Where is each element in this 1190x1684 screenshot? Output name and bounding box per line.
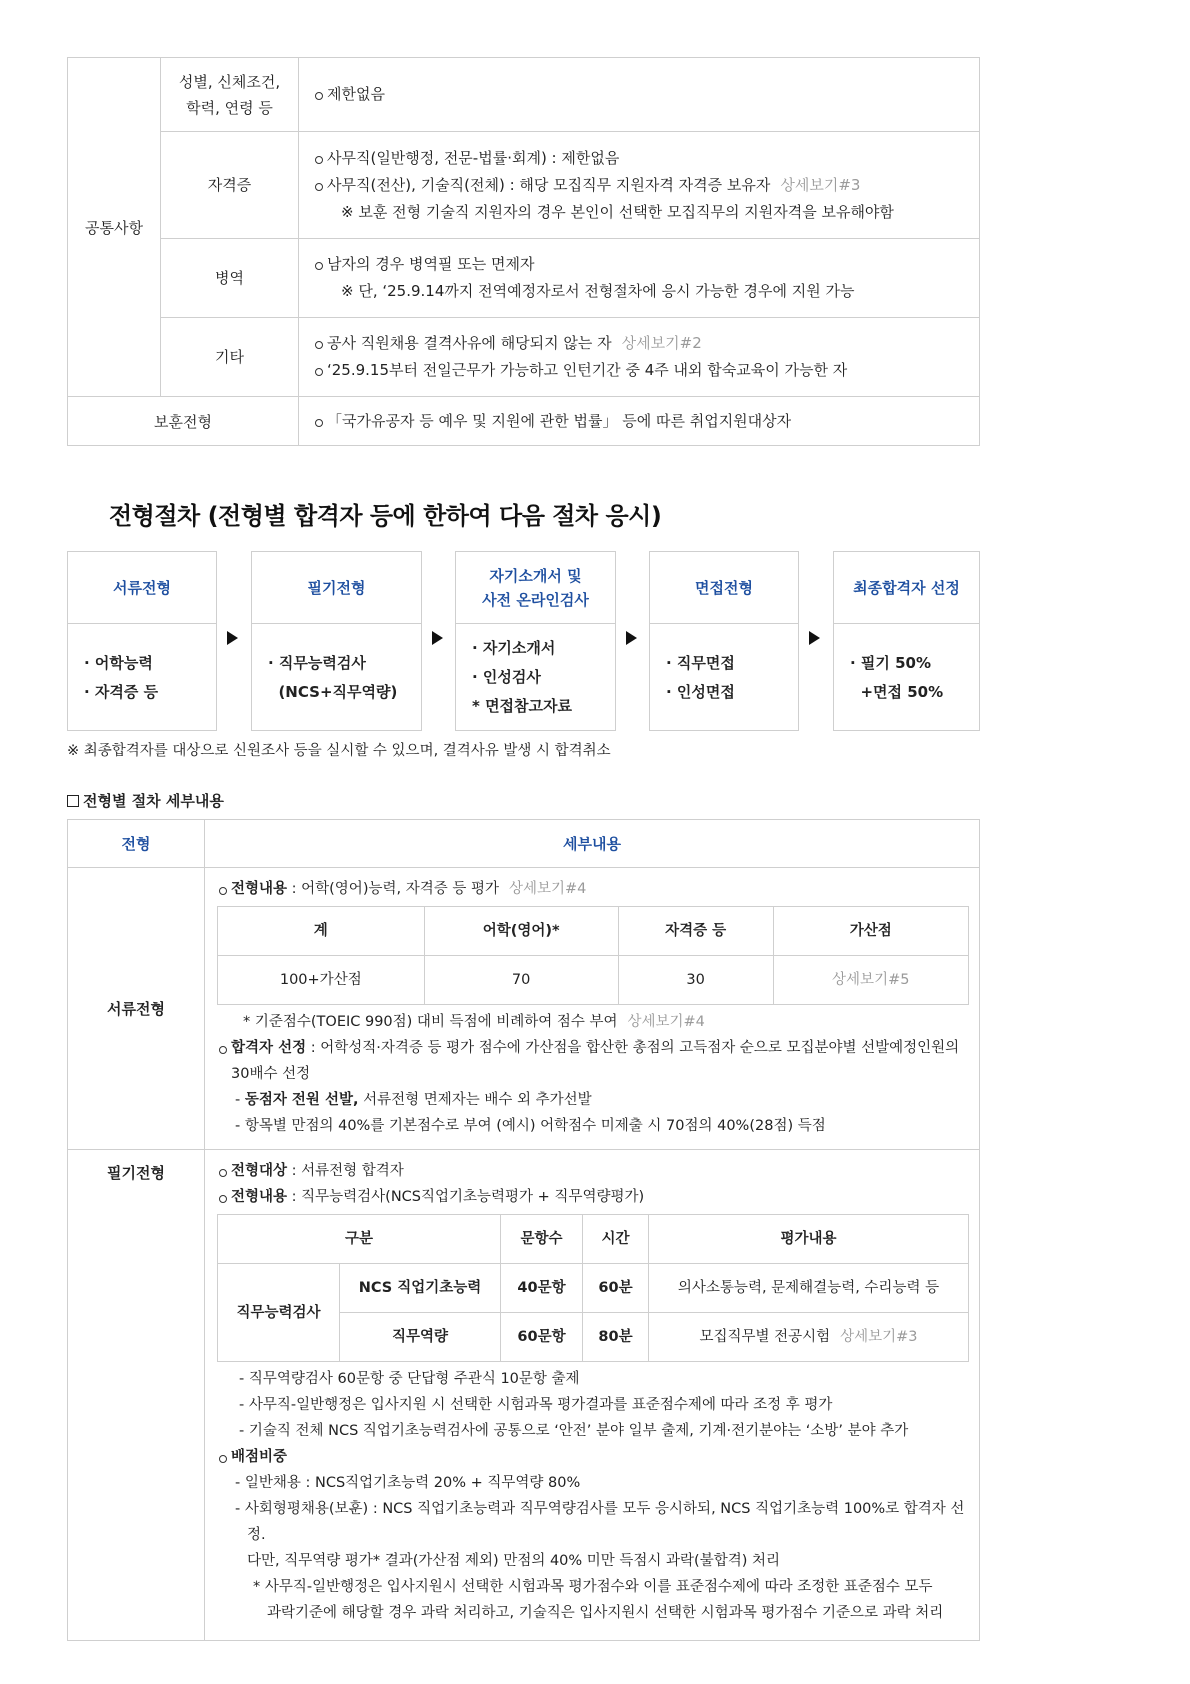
- row-content-license: [299, 132, 980, 239]
- step-interview: [649, 551, 799, 731]
- step-item: · 인성면접: [666, 682, 735, 701]
- step-interview-head: 면접전형: [650, 552, 798, 624]
- step-item: · 필기 50%: [850, 653, 932, 672]
- etc-detail-link[interactable]: 상세보기#2: [621, 334, 702, 352]
- doc-tie-text: 서류전형 면제자는 배수 외 추가선발: [358, 1092, 592, 1108]
- written-note-text: 기술직 전체 NCS 직업기초능력검사에 공통으로 ‘안전’ 분야 일부 출제, 기계·전기분야는 ‘소방’ 분야 추가: [248, 1423, 909, 1439]
- page: [67, 57, 980, 1641]
- row-label-license: 자격증: [161, 132, 299, 239]
- written-th: 시간: [583, 1215, 649, 1264]
- written-weight-star2: 과락기준에 해당할 경우 과락 처리하고, 기술직은 입사지원시 선택한 시험과목 평가점수 기준으로 과락 처리: [267, 1605, 944, 1621]
- written-weight-label: 배점비중: [217, 1444, 969, 1470]
- written-exam-table: [217, 1214, 969, 1362]
- step-item: · 직무능력검사: [268, 653, 366, 672]
- qualification-table: [67, 57, 980, 446]
- written-target-line: [217, 1158, 969, 1184]
- etc-line-2: ‘25.9.15부터 전일근무가 가능하고 인턴기간 중 4주 내외 합숙교육이 가능한 자: [313, 357, 965, 384]
- written-target-label: 전형대상: [231, 1163, 288, 1179]
- written-row-time: 80분: [583, 1313, 649, 1362]
- written-weight-line: - 일반채용 : NCS직업기초능력 20% + 직무역량 80%: [235, 1475, 581, 1491]
- written-row-count: 60문항: [501, 1313, 583, 1362]
- step-item: · 자기소개서: [472, 639, 556, 657]
- arrow-right-icon: [432, 631, 443, 645]
- veteran-content: [299, 397, 980, 446]
- doc-th: 어학(영어)*: [424, 907, 618, 956]
- doc-select-line: [217, 1035, 969, 1061]
- veteran-line: 「국가유공자 등 예우 및 지원에 관한 법률」 등에 따른 취업지원대상자: [313, 408, 965, 435]
- step-item: * 면접참고자료: [472, 697, 573, 715]
- arrow-right-icon: [809, 631, 820, 645]
- step-item: · 인성검사: [472, 668, 541, 686]
- step-document: [67, 551, 217, 731]
- doc-td: 30: [618, 956, 773, 1005]
- written-weight-star: * 사무직-일반행정은 입사지원시 선택한 시험과목 평가점수와 이를 표준점수제에 따라 조정한 표준점수 모두: [253, 1579, 933, 1595]
- row-label-general-1: 성별, 신체조건,: [178, 72, 281, 91]
- square-icon: [67, 795, 79, 807]
- step-written-body: [252, 624, 421, 731]
- written-note: - 사무직-일반행정은 입사지원 시 선택한 시험과목 평가결과를 표준점수제에 따라 조정 후 평가: [239, 1397, 833, 1413]
- doc-content-text: : 어학(영어)능력, 자격증 등 평가: [287, 881, 499, 897]
- written-content-label: 전형내용: [231, 1189, 288, 1205]
- written-th: 문항수: [501, 1215, 583, 1264]
- category-cell: 공통사항: [68, 58, 161, 397]
- arrow-right-icon: [626, 631, 637, 645]
- doc-td: 100+가산점: [218, 956, 425, 1005]
- written-row-name: 직무역량: [340, 1313, 501, 1362]
- step-essay-head-text: 자기소개서 및 사전 온라인검사: [482, 566, 589, 609]
- written-content-text: : 직무능력검사(NCS직업기초능력평가 + 직무역량평가): [287, 1189, 645, 1205]
- process-flow: [67, 551, 980, 731]
- written-target-text: : 서류전형 합격자: [287, 1163, 404, 1179]
- step-final: [833, 551, 980, 731]
- step-interview-body: [650, 624, 798, 731]
- doc-detail-link[interactable]: 상세보기#4: [508, 881, 587, 897]
- written-th: 평가내용: [649, 1215, 969, 1264]
- written-content-line: [217, 1184, 969, 1210]
- row-content-etc: [299, 318, 980, 397]
- written-weight-line: - 사회형평채용(보훈) : NCS 직업기초능력과 직무역량검사를 모두 응시하되, NCS 직업기초능력 100%로 합격자 선정.: [235, 1501, 965, 1543]
- written-row-name: NCS 직업기초능력: [340, 1264, 501, 1313]
- step-essay-body: [456, 624, 615, 731]
- written-row-desc: [649, 1313, 969, 1362]
- doc-th: 계: [218, 907, 425, 956]
- detail-table: [67, 819, 980, 1641]
- doc-tie-label: 동점자 전원 선발,: [244, 1092, 359, 1108]
- row-label-military: 병역: [161, 239, 299, 318]
- step-document-head: 서류전형: [68, 552, 216, 624]
- stage-document-body: [205, 868, 980, 1150]
- step-item: +면접 50%: [850, 682, 944, 701]
- step-written-head: 필기전형: [252, 552, 421, 624]
- doc-select-label: 합격자 선정: [231, 1040, 307, 1056]
- written-weight-text: 사회형평채용(보훈) : NCS 직업기초능력과 직무역량검사를 모두 응시하되, NCS 직업기초능력 100%로 합격자 선정.: [244, 1501, 965, 1543]
- row-content-general: [299, 58, 980, 132]
- etc-line-1-text: 공사 직원채용 결격사유에 해당되지 않는 자: [327, 334, 612, 352]
- license-detail-link[interactable]: 상세보기#3: [780, 175, 861, 194]
- written-weight-cont: 다만, 직무역량 평가* 결과(가산점 제외) 만점의 40% 미만 득점시 과락(불합격) 처리: [247, 1553, 781, 1569]
- doc-base-text: 항목별 만점의 40%를 기본점수로 부여 (예시) 어학점수 미제출 시 70점의 40%(28점) 득점: [244, 1118, 826, 1134]
- row-content-military: [299, 239, 980, 318]
- military-line: 남자의 경우 병역필 또는 면제자: [313, 251, 965, 278]
- stage-written-body: [205, 1150, 980, 1641]
- step-written: [251, 551, 422, 731]
- veteran-label: 보훈전형: [68, 397, 299, 446]
- stage-document: 서류전형: [68, 868, 205, 1150]
- general-line: 제한없음: [313, 81, 965, 108]
- doc-footnote-text: * 기준점수(TOEIC 990점) 대비 득점에 비례하여 점수 부여: [243, 1014, 618, 1030]
- step-item: (NCS+직무역량): [268, 682, 398, 701]
- doc-td: 70: [424, 956, 618, 1005]
- step-essay-head: [456, 552, 615, 624]
- written-group: 직무능력검사: [218, 1264, 340, 1362]
- process-title: 전형절차 (전형별 합격자 등에 한하여 다음 절차 응시): [109, 502, 662, 530]
- written-weight-text: 일반채용 : NCS직업기초능력 20% + 직무역량 80%: [244, 1475, 581, 1491]
- row-label-general: [161, 58, 299, 132]
- written-row-desc: 의사소통능력, 문제해결능력, 수리능력 등: [649, 1264, 969, 1313]
- license-line-1: 사무직(일반행정, 전문-법률·회계) : 제한없음: [313, 145, 965, 172]
- process-note: ※ 최종합격자를 대상으로 신원조사 등을 실시할 수 있으며, 결격사유 발생 시 합격취소: [67, 743, 611, 759]
- doc-select-text: : 어학성적·자격증 등 평가 점수에 가산점을 합산한 총점의 고득점자 순으로 모집분야별 선발예정인원의: [306, 1040, 960, 1056]
- doc-th: 가산점: [773, 907, 969, 956]
- military-note: ※ 단, ‘25.9.14까지 전역예정자로서 전형절차에 응시 가능한 경우에 지원 가능: [341, 282, 855, 300]
- doc-score-table: [217, 906, 969, 1005]
- step-item: · 직무면접: [666, 653, 735, 672]
- written-note-text: 사무직-일반행정은 입사지원 시 선택한 시험과목 평가결과를 표준점수제에 따라 조정 후 평가: [248, 1397, 833, 1413]
- doc-footnote: [217, 1009, 969, 1035]
- step-document-body: [68, 624, 216, 731]
- doc-th: 자격증 등: [618, 907, 773, 956]
- step-final-body: [834, 624, 979, 731]
- col-stage: 전형: [68, 820, 205, 868]
- license-line-2-text: 사무직(전산), 기술직(전체) : 해당 모집직무 지원자격 자격증 보유자: [327, 175, 771, 194]
- row-label-etc: 기타: [161, 318, 299, 397]
- row-label-general-2: 학력, 연령 등: [186, 98, 273, 117]
- written-th: 구분: [218, 1215, 501, 1264]
- step-essay: [455, 551, 616, 731]
- license-note: ※ 보훈 전형 기술직 지원자의 경우 본인이 선택한 모집직무의 지원자격을 보유해야함: [341, 202, 894, 221]
- arrow-right-icon: [227, 631, 238, 645]
- bonus-detail-link[interactable]: 상세보기#5: [773, 956, 969, 1005]
- etc-line-1: [313, 330, 965, 357]
- doc-tie-line: - 동점자 전원 선발, 서류전형 면제자는 배수 외 추가선발: [235, 1092, 592, 1108]
- doc-base-line: - 항목별 만점의 40%를 기본점수로 부여 (예시) 어학점수 미제출 시 70점의 40%(28점) 득점: [235, 1118, 826, 1134]
- step-item: · 어학능력: [84, 653, 153, 672]
- written-row-count: 40문항: [501, 1264, 583, 1313]
- license-line-2: [313, 172, 965, 199]
- detail-subtitle-text: 전형별 절차 세부내용: [83, 792, 224, 810]
- step-final-head: 최종합격자 선정: [834, 552, 979, 624]
- doc-select-cont: 30배수 선정: [231, 1066, 311, 1082]
- written-note-text: 직무역량검사 60문항 중 단답형 주관식 10문항 출제: [248, 1371, 580, 1387]
- doc-content-line: [217, 876, 969, 902]
- written-note: - 직무역량검사 60문항 중 단답형 주관식 10문항 출제: [239, 1371, 580, 1387]
- written-detail-link[interactable]: 상세보기#3: [840, 1329, 918, 1345]
- doc-content-label: 전형내용: [231, 881, 288, 897]
- doc-footnote-link[interactable]: 상세보기#4: [627, 1014, 705, 1030]
- written-row-desc-text: 모집직무별 전공시험: [699, 1329, 831, 1345]
- stage-written: 필기전형: [68, 1150, 205, 1641]
- col-content: 세부내용: [205, 820, 980, 868]
- written-note: - 기술직 전체 NCS 직업기초능력검사에 공통으로 ‘안전’ 분야 일부 출제, 기계·전기분야는 ‘소방’ 분야 추가: [239, 1423, 909, 1439]
- detail-subtitle: [67, 790, 980, 811]
- step-item: · 자격증 등: [84, 682, 159, 701]
- written-row-time: 60분: [583, 1264, 649, 1313]
